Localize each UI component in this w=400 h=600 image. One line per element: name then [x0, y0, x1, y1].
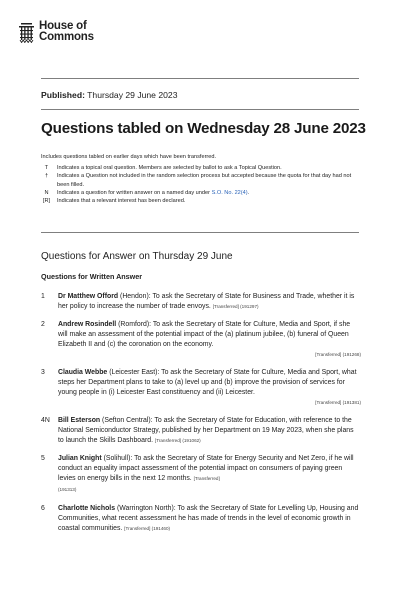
legend-text-end: .: [247, 189, 250, 196]
legend-text: Indicates a question for written answer on a named day under: [57, 189, 210, 196]
question-body: [58, 320, 361, 359]
legend-row-topical: [41, 164, 361, 172]
legend-symbol: T: [44, 165, 49, 171]
question-text: To ask the Secretary of State for Energy Security and Net Zero, if he will conduct an equality impact assessment of the potential impact on consumers of paying green levies on energy bills in the next 12 months.: [58, 455, 354, 483]
question-tag: [Transferred] (191268): [315, 351, 361, 357]
constituency: (Sefton Central):: [102, 417, 153, 424]
logo-line-2: Commons: [39, 31, 94, 43]
intro-paragraph: Includes questions tabled on earlier days which have been transferred.: [41, 154, 217, 160]
legend-symbol: N: [44, 189, 49, 196]
legend-row-quota: [41, 172, 361, 189]
legend-text: Indicates a topical oral question. Members are selected by ballot to ask a Topical Question.: [57, 165, 282, 171]
question-text: To ask the Secretary of State for Culture, Media and Sport, if she will make an assessment of the potential impact of the (a) platinum jubilee, (b) funeral of Queen Elizabeth II and (c) the coronation on the economy.: [58, 321, 351, 349]
question-item: [41, 454, 361, 495]
constituency: (Solihull):: [103, 455, 133, 462]
question-item: [41, 320, 361, 359]
constituency: (Leicester East):: [109, 369, 160, 376]
question-text: To ask the Secretary of State for Business and Trade, whether it is her policy to increase the number of trade envoys.: [58, 293, 355, 311]
section-divider: [41, 232, 359, 233]
second-divider: [41, 109, 359, 110]
page-title: Questions tabled on Wednesday 28 June 2023: [41, 120, 366, 137]
legend-symbol: [R]: [42, 198, 51, 205]
question-body: [58, 416, 361, 447]
constituency: (Hendon):: [120, 293, 151, 300]
top-divider: [41, 78, 359, 79]
section-title: Questions for Answer on Thursday 29 June: [41, 251, 233, 262]
legend-text: Indicates a Question not included in the random selection process but accepted because the quota for that day had not been filled.: [57, 173, 352, 188]
question-tag: [Transferred] (191297): [212, 304, 259, 310]
member-name: Charlotte Nichols: [58, 505, 116, 512]
question-body: [58, 504, 361, 535]
question-number: 1: [41, 293, 45, 300]
question-number: 6: [41, 505, 45, 512]
member-name: Bill Esterson: [58, 417, 101, 424]
house-of-commons-logo: [18, 21, 94, 43]
question-tag: [Transferred] (191460): [124, 526, 171, 532]
question-item: [41, 292, 361, 312]
symbol-legend: [41, 164, 361, 205]
logo-line-1: House of: [39, 20, 87, 32]
question-text: To ask the Secretary of State for Culture, Media and Sport, what steps her Department plans to take to (a) level up and (b) improve the provision of services for young people in (i) Leicester East constituency and (ii) Leicester.: [58, 369, 357, 397]
question-text: To ask the Secretary of State for Levelling Up, Housing and Communities, what recent assessment he has made of trends in the level of economic growth in coastal communities.: [58, 505, 359, 533]
question-tag: [Transferred]: [193, 476, 220, 482]
constituency: (Romford):: [118, 321, 152, 328]
question-item: [41, 368, 361, 407]
question-tag: [Transferred] (191381): [315, 399, 361, 405]
question-item: [41, 416, 361, 447]
subsection-title: Questions for Written Answer: [41, 272, 143, 281]
question-body: [58, 368, 361, 407]
portcullis-icon: [18, 21, 35, 43]
member-name: Dr Matthew Offord: [58, 293, 119, 300]
question-id: (191313): [58, 486, 77, 492]
question-tag: [Transferred] (191062): [154, 438, 201, 444]
intro-text: [41, 153, 361, 161]
published-line: [41, 90, 177, 100]
question-body: [58, 292, 361, 312]
constituency: (Warrington North):: [116, 505, 176, 512]
published-label: Published:: [41, 90, 85, 100]
legend-row-interest: [41, 197, 361, 205]
legend-text: Indicates that a relevant interest has been declared.: [57, 198, 186, 205]
published-date: Thursday 29 June 2023: [87, 90, 178, 100]
standing-order-link[interactable]: S.O. No. 22(4): [211, 189, 248, 196]
member-name: Julian Knight: [58, 455, 102, 462]
member-name: Claudia Webbe: [58, 369, 108, 376]
question-text: To ask the Secretary of State for Education, with reference to the National Semiconductor Strategy, published by her Department on 19 May 2023, when she plans to launch the Skills Dashboard.: [58, 417, 354, 445]
legend-symbol: †: [44, 173, 49, 180]
question-number: 5: [41, 455, 45, 462]
question-number: 4N: [41, 417, 50, 424]
legend-text-wrap: [52, 189, 361, 197]
question-item: [41, 504, 361, 535]
question-body: [58, 454, 361, 495]
question-number: 2: [41, 321, 45, 328]
question-number: 3: [41, 369, 45, 376]
member-name: Andrew Rosindell: [58, 321, 117, 328]
legend-row-named-day: [41, 189, 361, 197]
